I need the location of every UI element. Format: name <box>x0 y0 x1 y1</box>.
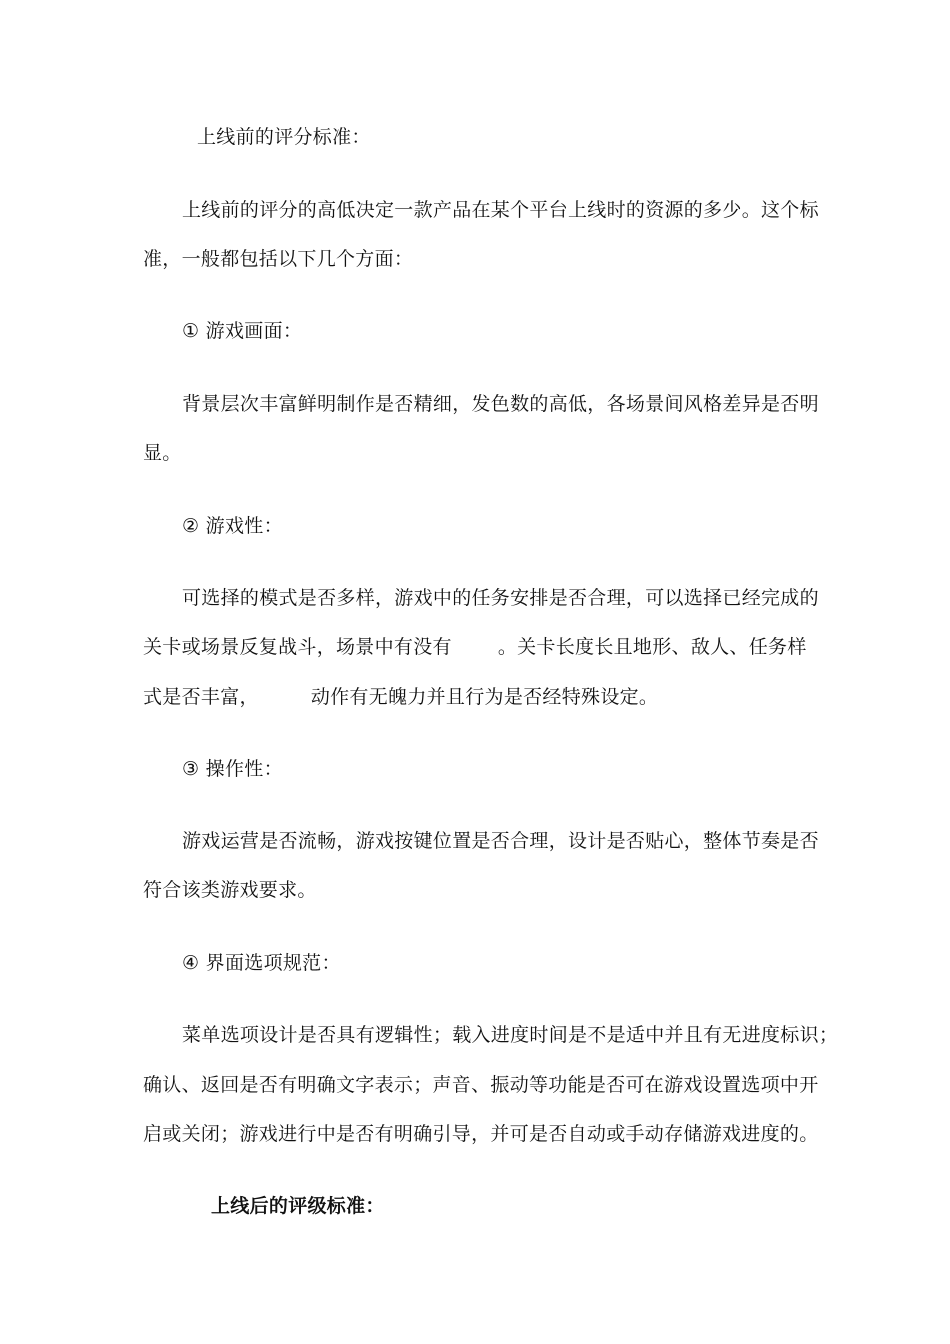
gameplay-line-3-part-a: 式是否丰富， <box>143 686 259 708</box>
graphics-paragraph-line-2: 显。 <box>143 442 182 464</box>
controls-paragraph-line-2: 符合该类游戏要求。 <box>143 879 317 901</box>
section-heading-pre-launch: 上线前的评分标准： <box>197 126 371 148</box>
gameplay-paragraph-line-3 <box>143 684 658 710</box>
interface-paragraph-line-3: 启或关闭；游戏进行中是否有明确引导，并可是否自动或手动存储游戏进度的。 <box>143 1123 819 1145</box>
item-heading-gameplay: ② 游戏性： <box>182 515 283 537</box>
item-heading-controls: ③ 操作性： <box>182 758 283 780</box>
controls-paragraph-line-1: 游戏运营是否流畅，游戏按键位置是否合理，设计是否贴心，整体节奏是否 <box>182 830 819 852</box>
graphics-paragraph-line-1: 背景层次丰富鲜明制作是否精细，发色数的高低，各场景间风格差异是否明 <box>182 393 819 415</box>
gameplay-line-3-part-b: 动作有无魄力并且行为是否经特殊设定。 <box>310 686 659 708</box>
gameplay-paragraph-line-2 <box>143 634 807 660</box>
gameplay-line-2-part-b: 。关卡长度长且地形、敌人、任务样 <box>497 636 807 658</box>
interface-paragraph-line-2: 确认、返回是否有明确文字表示；声音、振动等功能是否可在游戏设置选项中开 <box>143 1074 819 1096</box>
intro-paragraph-line-2: 准，一般都包括以下几个方面： <box>143 248 414 270</box>
item-heading-graphics: ① 游戏画面： <box>182 320 303 342</box>
section-heading-post-launch: 上线后的评级标准： <box>211 1195 385 1217</box>
item-heading-interface: ④ 界面选项规范： <box>182 952 341 974</box>
interface-paragraph-line-1: 菜单选项设计是否具有逻辑性；载入进度时间是不是适中并且有无进度标识； <box>182 1024 839 1046</box>
gameplay-line-2-part-a: 关卡或场景反复战斗，场景中有没有 <box>143 636 452 658</box>
intro-paragraph-line-1: 上线前的评分的高低决定一款产品在某个平台上线时的资源的多少。这个标 <box>182 199 819 221</box>
gameplay-paragraph-line-1: 可选择的模式是否多样，游戏中的任务安排是否合理，可以选择已经完成的 <box>182 587 819 609</box>
